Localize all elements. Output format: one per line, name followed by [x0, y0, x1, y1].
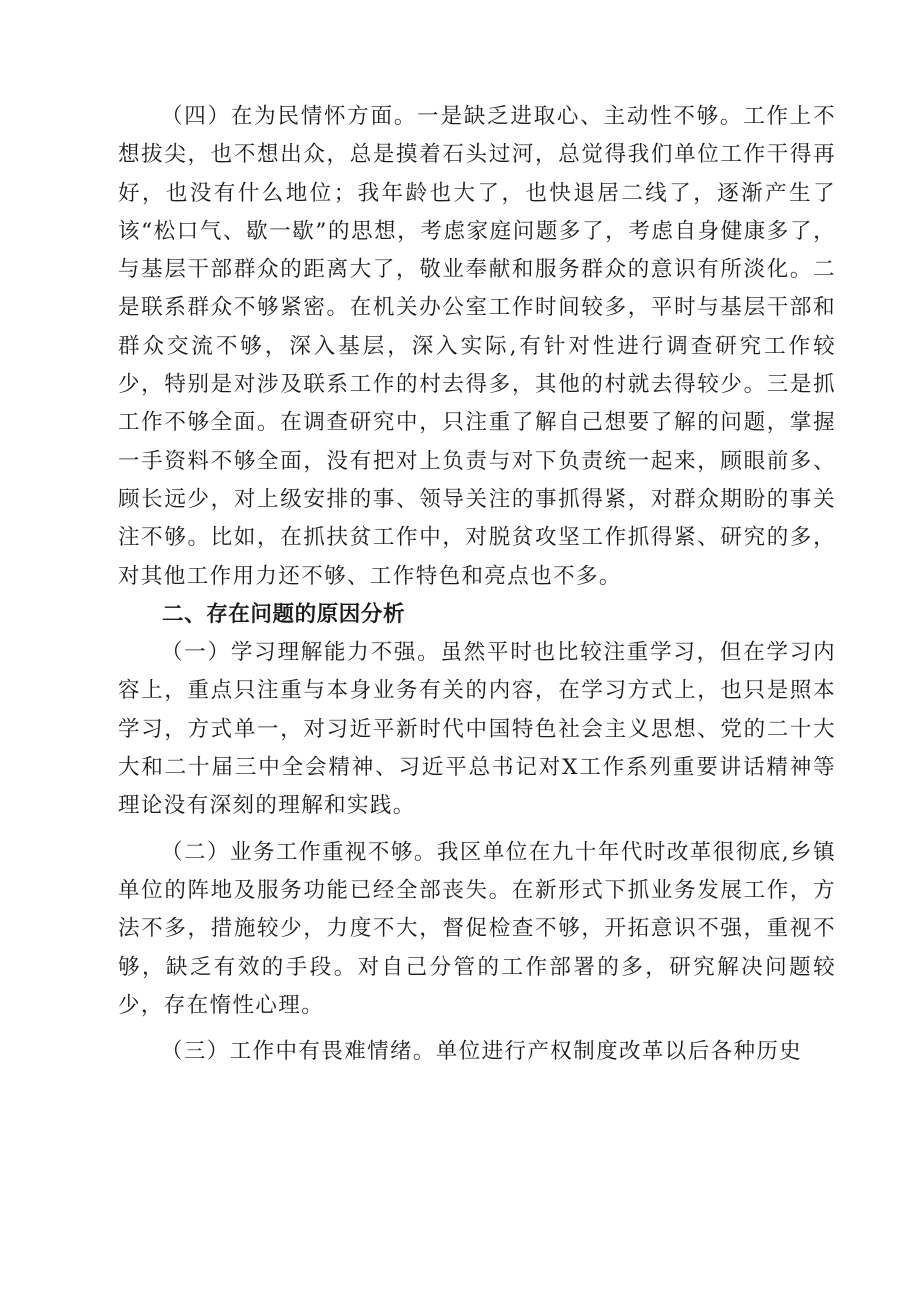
paragraph-2-business-work: （二）业务工作重视不够。我区单位在九十年代时改革很彻底,乡镇单位的阵地及服务功能已经全部丧失。在新形式下抓业务发展工作，方法不多，措施较少，力度不大，督促检查不够，开拓意识不强，重视不够，缺乏有效的手段。对自己分管的工作部署的多，研究解决问题较少，存在惰性心理。 — [118, 839, 836, 1018]
document-body — [118, 98, 836, 1071]
paragraph-4-public-sentiment: （四）在为民情怀方面。一是缺乏进取心、主动性不够。工作上不想拔尖，也不想出众，总是摸着石头过河，总觉得我们单位工作干得再好，也没有什么地位；我年龄也大了，也快退居二线了，逐渐产生了该“松口气、歇一歇”的思想，考虑家庭问题多了，考虑自身健康多了，与基层干部群众的距离大了，敬业奉献和服务群众的意识有所淡化。二是联系群众不够紧密。在机关办公室工作时间较多，平时与基层干部和群众交流不够，深入基层，深入实际,有针对性进行调查研究工作较少，特别是对涉及联系工作的村去得多，其他的村就去得较少。三是抓工作不够全面。在调查研究中，只注重了解自己想要了解的问题，掌握一手资料不够全面，没有把对上负责与对下负责统一起来，顾眼前多、顾长远少，对上级安排的事、领导关注的事抓得紧，对群众期盼的事关注不够。比如，在抓扶贫工作中，对脱贫攻坚工作抓得紧、研究的多，对其他工作用力还不够、工作特色和亮点也不多。 — [118, 104, 836, 589]
paragraph-3-fear-of-difficulty: （三）工作中有畏难情绪。单位进行产权制度改革以后各种历史 — [161, 1039, 803, 1065]
paragraph-1-learning: （一）学习理解能力不强。虽然平时也比较注重学习，但在学习内容上，重点只注重与本身业务有关的内容，在学习方式上，也只是照本学习，方式单一，对习近平新时代中国特色社会主义思想、党的二十大大和二十届三中全会精神、习近平总书记对X工作系列重要讲话精神等理论没有深刻的理解和实践。 — [118, 640, 836, 819]
section-heading-cause-analysis: 二、存在问题的原因分析 — [162, 601, 406, 627]
